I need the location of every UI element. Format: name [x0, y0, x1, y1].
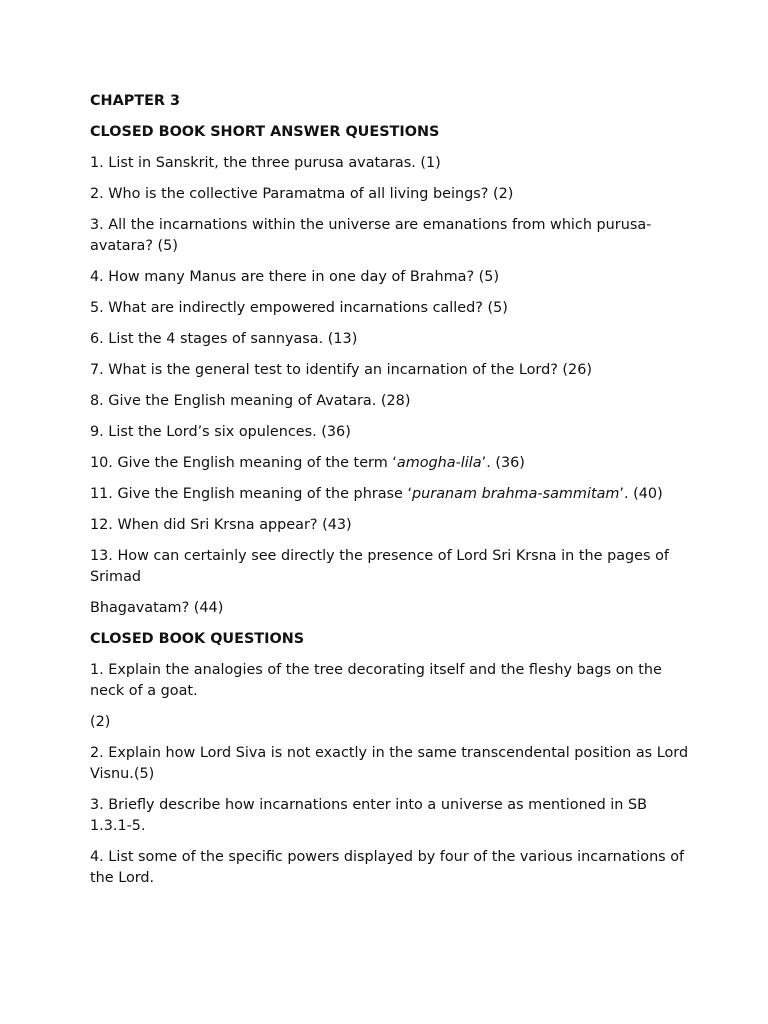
chapter-title: CHAPTER 3	[90, 93, 181, 109]
closed-question-4: 4. List some of the specific powers displayed by four of the various incarnations of the Lord.	[90, 849, 685, 886]
short-question-10-prefix: 10. Give the English meaning of the term ‘	[90, 455, 397, 471]
closed-question-1-reference: (2)	[90, 714, 111, 730]
short-question-10-term: amogha-lila	[396, 455, 482, 471]
short-question-12: 12. When did Sri Krsna appear? (43)	[90, 517, 352, 533]
short-question-13: 13. How can certainly see directly the presence of Lord Sri Krsna in the pages of Srimad	[90, 548, 669, 585]
short-answer-heading: CLOSED BOOK SHORT ANSWER QUESTIONS	[90, 124, 440, 140]
short-question-1: 1. List in Sanskrit, the three purusa avataras. (1)	[90, 155, 441, 171]
short-question-7: 7. What is the general test to identify an incarnation of the Lord? (26)	[90, 362, 592, 378]
closed-question-3: 3. Briefly describe how incarnations enter into a universe as mentioned in SB 1.3.1-5.	[90, 797, 647, 834]
short-question-3: 3. All the incarnations within the universe are emanations from which purusa-avatara? (5)	[90, 217, 652, 254]
document-page	[90, 91, 690, 899]
closed-question-1: 1. Explain the analogies of the tree decorating itself and the fleshy bags on the neck of a goat.	[90, 662, 662, 699]
short-question-5: 5. What are indirectly empowered incarnations called? (5)	[90, 300, 508, 316]
short-question-6: 6. List the 4 stages of sannyasa. (13)	[90, 331, 358, 347]
closed-question-2: 2. Explain how Lord Siva is not exactly in the same transcendental position as Lord Visnu.(5)	[90, 745, 689, 782]
short-question-13-continuation: Bhagavatam? (44)	[90, 600, 224, 616]
closed-book-heading: CLOSED BOOK QUESTIONS	[90, 631, 305, 647]
short-question-11-prefix: 11. Give the English meaning of the phrase ‘	[90, 486, 413, 502]
short-question-4: 4. How many Manus are there in one day of Brahma? (5)	[90, 269, 500, 285]
short-question-11-term: puranam brahma-sammitam	[412, 486, 620, 502]
short-question-11-suffix: ’. (40)	[619, 486, 663, 502]
short-question-8: 8. Give the English meaning of Avatara. (28)	[90, 393, 411, 409]
short-question-11	[90, 484, 690, 505]
short-question-10	[90, 453, 690, 474]
short-question-9: 9. List the Lord’s six opulences. (36)	[90, 424, 351, 440]
short-question-10-suffix: ’. (36)	[481, 455, 525, 471]
short-question-2: 2. Who is the collective Paramatma of all living beings? (2)	[90, 186, 514, 202]
